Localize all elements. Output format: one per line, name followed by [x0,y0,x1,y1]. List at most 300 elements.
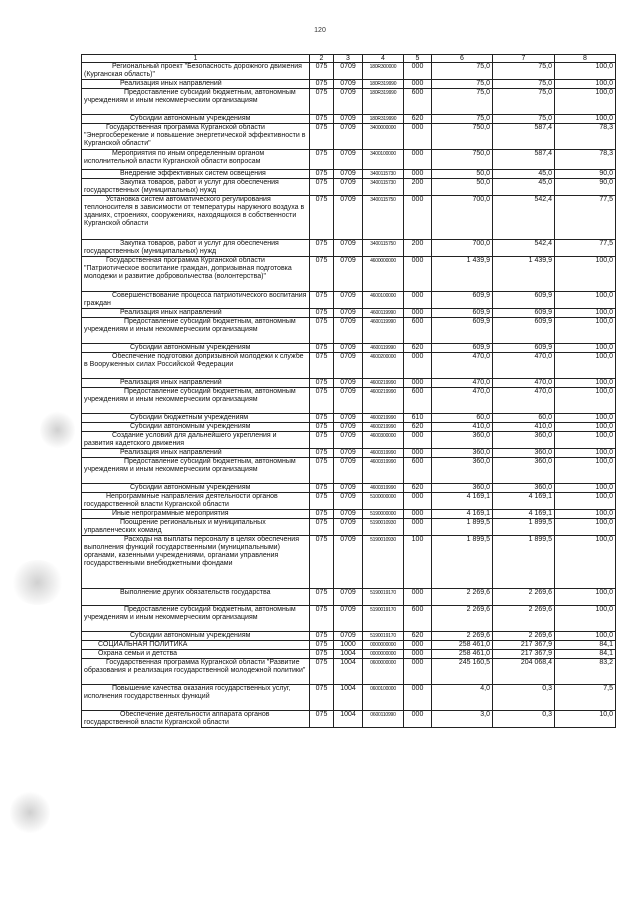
row-target-article-cell: 3400115750 [363,240,404,257]
row-name-text: Реализация иных направлений [120,379,222,386]
row-percent-cell: 100,0 [555,449,616,458]
row-name-cell [82,414,310,423]
row-expense-type-cell: 000 [404,309,432,318]
table-row [82,449,616,458]
row-executed-cell: 2 269,6 [493,589,555,606]
row-expense-type-cell: 000 [404,685,432,711]
row-planned-cell: 258 461,0 [432,650,493,659]
row-name-cell [82,379,310,388]
table-row [82,388,616,414]
row-expense-type-cell: 000 [404,124,432,150]
row-executed-cell: 609,9 [493,292,555,309]
row-name-cell [82,641,310,650]
row-expense-type-cell: 000 [404,641,432,650]
row-target-article-cell: 3400115730 [363,170,404,179]
row-section-cell: 0709 [334,89,363,115]
row-section-cell: 0709 [334,432,363,449]
row-code-admin-cell: 075 [310,606,334,632]
row-section-cell: 0709 [334,536,363,589]
row-name-cell [82,519,310,536]
row-expense-type-cell: 600 [404,388,432,414]
row-target-article-cell: 4600119990 [363,344,404,353]
col-header-8: 8 [555,55,616,63]
row-name-cell [82,309,310,318]
row-code-admin-cell: 075 [310,353,334,379]
row-percent-cell: 100,0 [555,606,616,632]
row-expense-type-cell: 000 [404,432,432,449]
row-expense-type-cell: 600 [404,318,432,344]
scan-speckle-bottom [10,790,50,835]
row-executed-cell: 542,4 [493,196,555,240]
row-planned-cell: 750,0 [432,124,493,150]
row-target-article-cell: 0000000000 [363,650,404,659]
row-section-cell: 0709 [334,353,363,379]
row-planned-cell: 258 461,0 [432,641,493,650]
row-name-text: Реализация иных направлений [120,449,222,456]
row-code-admin-cell: 075 [310,240,334,257]
row-code-admin-cell: 075 [310,344,334,353]
row-name-text: Выполнение других обязательств государства [120,589,271,596]
row-percent-cell: 100,0 [555,458,616,484]
row-planned-cell: 4 169,1 [432,493,493,510]
row-percent-cell: 100,0 [555,484,616,493]
col-header-5: 5 [404,55,432,63]
row-name-cell [82,632,310,641]
row-name-text: Региональный проект "Безопасность дорожного движения (Курганская область)" [84,63,302,78]
row-executed-cell: 410,0 [493,423,555,432]
row-name-cell [82,589,310,606]
row-section-cell: 0709 [334,632,363,641]
table-body [82,63,616,728]
row-name-cell [82,650,310,659]
row-target-article-cell: 4600200000 [363,353,404,379]
row-name-text: Закупка товаров, работ и услуг для обеспечения государственных (муниципальных) нужд [84,179,279,194]
table-row [82,641,616,650]
row-planned-cell: 60,0 [432,414,493,423]
table-row [82,510,616,519]
row-planned-cell: 609,9 [432,344,493,353]
table-row [82,318,616,344]
col-header-2: 2 [310,55,334,63]
row-expense-type-cell: 200 [404,240,432,257]
row-executed-cell: 360,0 [493,484,555,493]
page-number: 120 [314,27,326,34]
row-percent-cell: 100,0 [555,432,616,449]
row-target-article-cell: 4600219990 [363,388,404,414]
row-name-text: Поощрение региональных и муниципальных управленческих команд [84,519,266,534]
row-code-admin-cell: 075 [310,589,334,606]
row-executed-cell: 60,0 [493,414,555,423]
row-planned-cell: 2 269,6 [432,589,493,606]
row-name-text: Субсидии автономным учреждениям [130,115,251,122]
row-target-article-cell: 4600319990 [363,458,404,484]
row-executed-cell: 609,9 [493,309,555,318]
row-target-article-cell: 0600110990 [363,711,404,728]
row-target-article-cell: 5190010930 [363,519,404,536]
row-section-cell: 0709 [334,196,363,240]
row-section-cell: 0709 [334,309,363,318]
row-expense-type-cell: 000 [404,589,432,606]
row-name-cell [82,423,310,432]
table-row [82,257,616,292]
table-row [82,115,616,124]
row-target-article-cell: 0600100000 [363,685,404,711]
row-percent-cell: 83,2 [555,659,616,685]
table-row [82,589,616,606]
row-planned-cell: 410,0 [432,423,493,432]
row-expense-type-cell: 000 [404,80,432,89]
row-percent-cell: 100,0 [555,292,616,309]
row-planned-cell: 50,0 [432,179,493,196]
row-section-cell: 1004 [334,659,363,685]
row-planned-cell: 360,0 [432,432,493,449]
row-name-text: Субсидии автономным учреждениям [130,484,251,491]
row-name-cell [82,432,310,449]
row-planned-cell: 2 269,6 [432,606,493,632]
row-code-admin-cell: 075 [310,63,334,80]
table-row [82,179,616,196]
row-code-admin-cell: 075 [310,484,334,493]
row-name-text: Охрана семьи и детства [98,650,178,657]
row-expense-type-cell: 200 [404,179,432,196]
col-header-4: 4 [363,55,404,63]
row-expense-type-cell: 000 [404,150,432,170]
row-code-admin-cell: 075 [310,257,334,292]
row-expense-type-cell: 000 [404,257,432,292]
row-executed-cell: 75,0 [493,80,555,89]
row-section-cell: 1004 [334,711,363,728]
row-target-article-cell: 5190019170 [363,589,404,606]
row-planned-cell: 470,0 [432,388,493,414]
row-expense-type-cell: 000 [404,711,432,728]
table-row [82,423,616,432]
row-expense-type-cell: 600 [404,458,432,484]
row-code-admin-cell: 075 [310,449,334,458]
row-planned-cell: 609,9 [432,292,493,309]
row-expense-type-cell: 610 [404,414,432,423]
row-planned-cell: 360,0 [432,484,493,493]
row-name-text: Реализация иных направлений [120,309,222,316]
row-code-admin-cell: 075 [310,150,334,170]
row-code-admin-cell: 075 [310,458,334,484]
row-name-text: СОЦИАЛЬНАЯ ПОЛИТИКА [98,641,188,648]
row-percent-cell: 7,5 [555,685,616,711]
row-target-article-cell: 5190019170 [363,606,404,632]
row-section-cell: 0709 [334,179,363,196]
row-name-cell [82,449,310,458]
row-name-cell [82,685,310,711]
row-name-cell [82,170,310,179]
row-section-cell: 0709 [334,170,363,179]
scan-speckle-top [40,410,75,450]
row-section-cell: 0709 [334,388,363,414]
table-row [82,196,616,240]
row-planned-cell: 2 269,6 [432,632,493,641]
row-name-text: Обеспечение деятельности аппарата органов государственной власти Курганской области [84,711,270,726]
row-expense-type-cell: 000 [404,353,432,379]
row-executed-cell: 2 269,6 [493,606,555,632]
row-target-article-cell: 4600119990 [363,309,404,318]
row-name-cell [82,115,310,124]
table-row [82,659,616,685]
row-name-text: Обеспечение подготовки допризывной молодежи к службе в Вооруженных силах Российской Федерации [84,353,304,368]
row-name-cell [82,150,310,170]
row-code-admin-cell: 075 [310,292,334,309]
row-name-cell [82,484,310,493]
row-target-article-cell: 180R300000 [363,63,404,80]
row-executed-cell: 609,9 [493,318,555,344]
row-section-cell: 0709 [334,318,363,344]
row-section-cell: 0709 [334,484,363,493]
row-executed-cell: 2 269,6 [493,632,555,641]
row-code-admin-cell: 075 [310,379,334,388]
row-target-article-cell: 3400115750 [363,196,404,240]
table-row [82,344,616,353]
row-percent-cell: 77,5 [555,196,616,240]
row-expense-type-cell: 000 [404,449,432,458]
row-name-text: Предоставление субсидий бюджетным, автономным учреждениям и иным некоммерческим организациям [84,458,296,473]
row-percent-cell: 78,3 [555,124,616,150]
row-code-admin-cell: 075 [310,423,334,432]
row-planned-cell: 470,0 [432,353,493,379]
row-executed-cell: 470,0 [493,388,555,414]
row-code-admin-cell: 075 [310,179,334,196]
row-name-cell [82,292,310,309]
row-target-article-cell: 3400115730 [363,179,404,196]
row-code-admin-cell: 075 [310,641,334,650]
row-planned-cell: 75,0 [432,63,493,80]
row-percent-cell: 100,0 [555,414,616,423]
row-planned-cell: 245 160,5 [432,659,493,685]
row-expense-type-cell: 000 [404,519,432,536]
row-percent-cell: 100,0 [555,493,616,510]
table-row [82,519,616,536]
row-percent-cell: 84,1 [555,650,616,659]
row-percent-cell: 100,0 [555,115,616,124]
row-section-cell: 1000 [334,641,363,650]
scan-speckle-left [10,560,65,605]
row-executed-cell: 609,9 [493,344,555,353]
table-row [82,292,616,309]
row-executed-cell: 45,0 [493,179,555,196]
row-name-cell [82,89,310,115]
row-section-cell: 0709 [334,257,363,292]
row-percent-cell: 100,0 [555,353,616,379]
table-row [82,632,616,641]
row-executed-cell: 587,4 [493,150,555,170]
table-row [82,309,616,318]
table-row [82,650,616,659]
column-number-row [82,55,616,63]
row-executed-cell: 470,0 [493,379,555,388]
table-row [82,240,616,257]
row-code-admin-cell: 075 [310,519,334,536]
row-target-article-cell: 4600300000 [363,432,404,449]
row-name-text: Установка систем автоматического регулирования теплоносителя в зависимости от температуры наружного воздуха в зданиях, строениях, сооружениях, находящихся в собственности Курганской области [84,196,305,227]
row-name-text: Реализация иных направлений [120,80,222,87]
col-header-1: 1 [82,55,310,63]
row-percent-cell: 90,0 [555,170,616,179]
row-section-cell: 0709 [334,423,363,432]
row-executed-cell: 4 169,1 [493,510,555,519]
row-section-cell: 0709 [334,589,363,606]
row-code-admin-cell: 075 [310,650,334,659]
row-executed-cell: 45,0 [493,170,555,179]
row-executed-cell: 0,3 [493,711,555,728]
row-executed-cell: 217 367,9 [493,641,555,650]
row-code-admin-cell: 075 [310,493,334,510]
row-code-admin-cell: 075 [310,414,334,423]
row-target-article-cell: 4600319990 [363,484,404,493]
row-section-cell: 0709 [334,150,363,170]
row-planned-cell: 360,0 [432,458,493,484]
row-name-text: Мероприятия по иным определенным органом исполнительной власти Курганской области вопросам [84,150,265,165]
row-code-admin-cell: 075 [310,124,334,150]
table-row [82,80,616,89]
row-planned-cell: 4,0 [432,685,493,711]
table-row [82,493,616,510]
row-code-admin-cell: 075 [310,685,334,711]
row-planned-cell: 4 169,1 [432,510,493,519]
table-row [82,414,616,423]
row-planned-cell: 609,9 [432,318,493,344]
row-name-cell [82,458,310,484]
row-name-text: Государственная программа Курганской области "Развитие образования и реализация государственной молодежной политики" [84,659,306,674]
row-planned-cell: 750,0 [432,150,493,170]
row-expense-type-cell: 000 [404,292,432,309]
row-percent-cell: 10,0 [555,711,616,728]
table-row [82,89,616,115]
row-name-cell [82,80,310,89]
row-executed-cell: 75,0 [493,115,555,124]
table-row [82,536,616,589]
row-target-article-cell: 180R319990 [363,80,404,89]
col-header-6: 6 [432,55,493,63]
row-name-text: Иные непрограммные мероприятия [112,510,229,517]
row-percent-cell: 100,0 [555,344,616,353]
row-code-admin-cell: 075 [310,196,334,240]
row-name-cell [82,257,310,292]
row-percent-cell: 100,0 [555,632,616,641]
col-header-3: 3 [334,55,363,63]
row-section-cell: 1004 [334,650,363,659]
row-code-admin-cell: 075 [310,711,334,728]
row-name-cell [82,353,310,379]
row-percent-cell: 100,0 [555,309,616,318]
row-section-cell: 0709 [334,240,363,257]
row-name-text: Непрограммные направления деятельности органов государственной власти Курганской области [84,493,278,508]
table-row [82,170,616,179]
row-planned-cell: 1 439,9 [432,257,493,292]
row-executed-cell: 542,4 [493,240,555,257]
row-section-cell: 0709 [334,292,363,309]
row-target-article-cell: 4600100000 [363,292,404,309]
row-executed-cell: 75,0 [493,63,555,80]
row-percent-cell: 100,0 [555,80,616,89]
row-name-cell [82,318,310,344]
table-row [82,484,616,493]
row-name-cell [82,510,310,519]
row-target-article-cell: 5190010930 [363,536,404,589]
row-section-cell: 0709 [334,379,363,388]
row-name-text: Предоставление субсидий бюджетным, автономным учреждениям и иным некоммерческим организациям [84,318,296,333]
row-percent-cell: 100,0 [555,379,616,388]
row-name-cell [82,240,310,257]
row-planned-cell: 50,0 [432,170,493,179]
row-planned-cell: 1 899,5 [432,536,493,589]
row-name-text: Субсидии бюджетным учреждениям [130,414,249,421]
row-section-cell: 0709 [334,519,363,536]
budget-table [81,54,616,728]
table-row [82,685,616,711]
row-code-admin-cell: 075 [310,510,334,519]
row-planned-cell: 3,0 [432,711,493,728]
row-expense-type-cell: 600 [404,606,432,632]
row-code-admin-cell: 075 [310,536,334,589]
row-section-cell: 0709 [334,510,363,519]
row-executed-cell: 360,0 [493,432,555,449]
row-name-cell [82,659,310,685]
table-row [82,606,616,632]
row-section-cell: 0709 [334,458,363,484]
row-expense-type-cell: 000 [404,170,432,179]
row-planned-cell: 470,0 [432,379,493,388]
row-code-admin-cell: 075 [310,659,334,685]
row-executed-cell: 0,3 [493,685,555,711]
row-name-text: Повышение качества оказания государственных услуг, исполнения государственных функций [84,685,291,700]
row-name-text: Предоставление субсидий бюджетным, автономным учреждениям и иным некоммерческим организациям [84,388,296,403]
row-name-text: Закупка товаров, работ и услуг для обеспечения государственных (муниципальных) нужд [84,240,279,255]
row-name-cell [82,196,310,240]
row-executed-cell: 1 899,5 [493,536,555,589]
table-row [82,432,616,449]
row-expense-type-cell: 620 [404,484,432,493]
row-target-article-cell: 4600319990 [363,449,404,458]
row-executed-cell: 470,0 [493,353,555,379]
row-percent-cell: 100,0 [555,510,616,519]
row-section-cell: 0709 [334,115,363,124]
row-expense-type-cell: 620 [404,344,432,353]
row-code-admin-cell: 075 [310,388,334,414]
row-target-article-cell: 5190019170 [363,632,404,641]
row-percent-cell: 100,0 [555,536,616,589]
table-row [82,150,616,170]
row-name-cell [82,344,310,353]
row-target-article-cell: 180R319990 [363,115,404,124]
row-expense-type-cell: 000 [404,196,432,240]
row-planned-cell: 75,0 [432,89,493,115]
row-percent-cell: 100,0 [555,388,616,414]
row-code-admin-cell: 075 [310,632,334,641]
row-planned-cell: 75,0 [432,80,493,89]
row-planned-cell: 700,0 [432,240,493,257]
col-header-7: 7 [493,55,555,63]
row-percent-cell: 100,0 [555,89,616,115]
row-name-text: Предоставление субсидий бюджетным, автономным учреждениям и иным некоммерческим организациям [84,606,296,621]
row-expense-type-cell: 620 [404,423,432,432]
row-name-text: Создание условий для дальнейшего укрепления и развития кадетского движения [84,432,277,447]
row-name-cell [82,536,310,589]
row-target-article-cell: 3400000000 [363,124,404,150]
row-executed-cell: 204 068,4 [493,659,555,685]
row-percent-cell: 100,0 [555,63,616,80]
table-row [82,353,616,379]
row-executed-cell: 587,4 [493,124,555,150]
row-section-cell: 0709 [334,449,363,458]
row-expense-type-cell: 620 [404,632,432,641]
row-percent-cell: 90,0 [555,179,616,196]
row-target-article-cell: 4600219990 [363,414,404,423]
